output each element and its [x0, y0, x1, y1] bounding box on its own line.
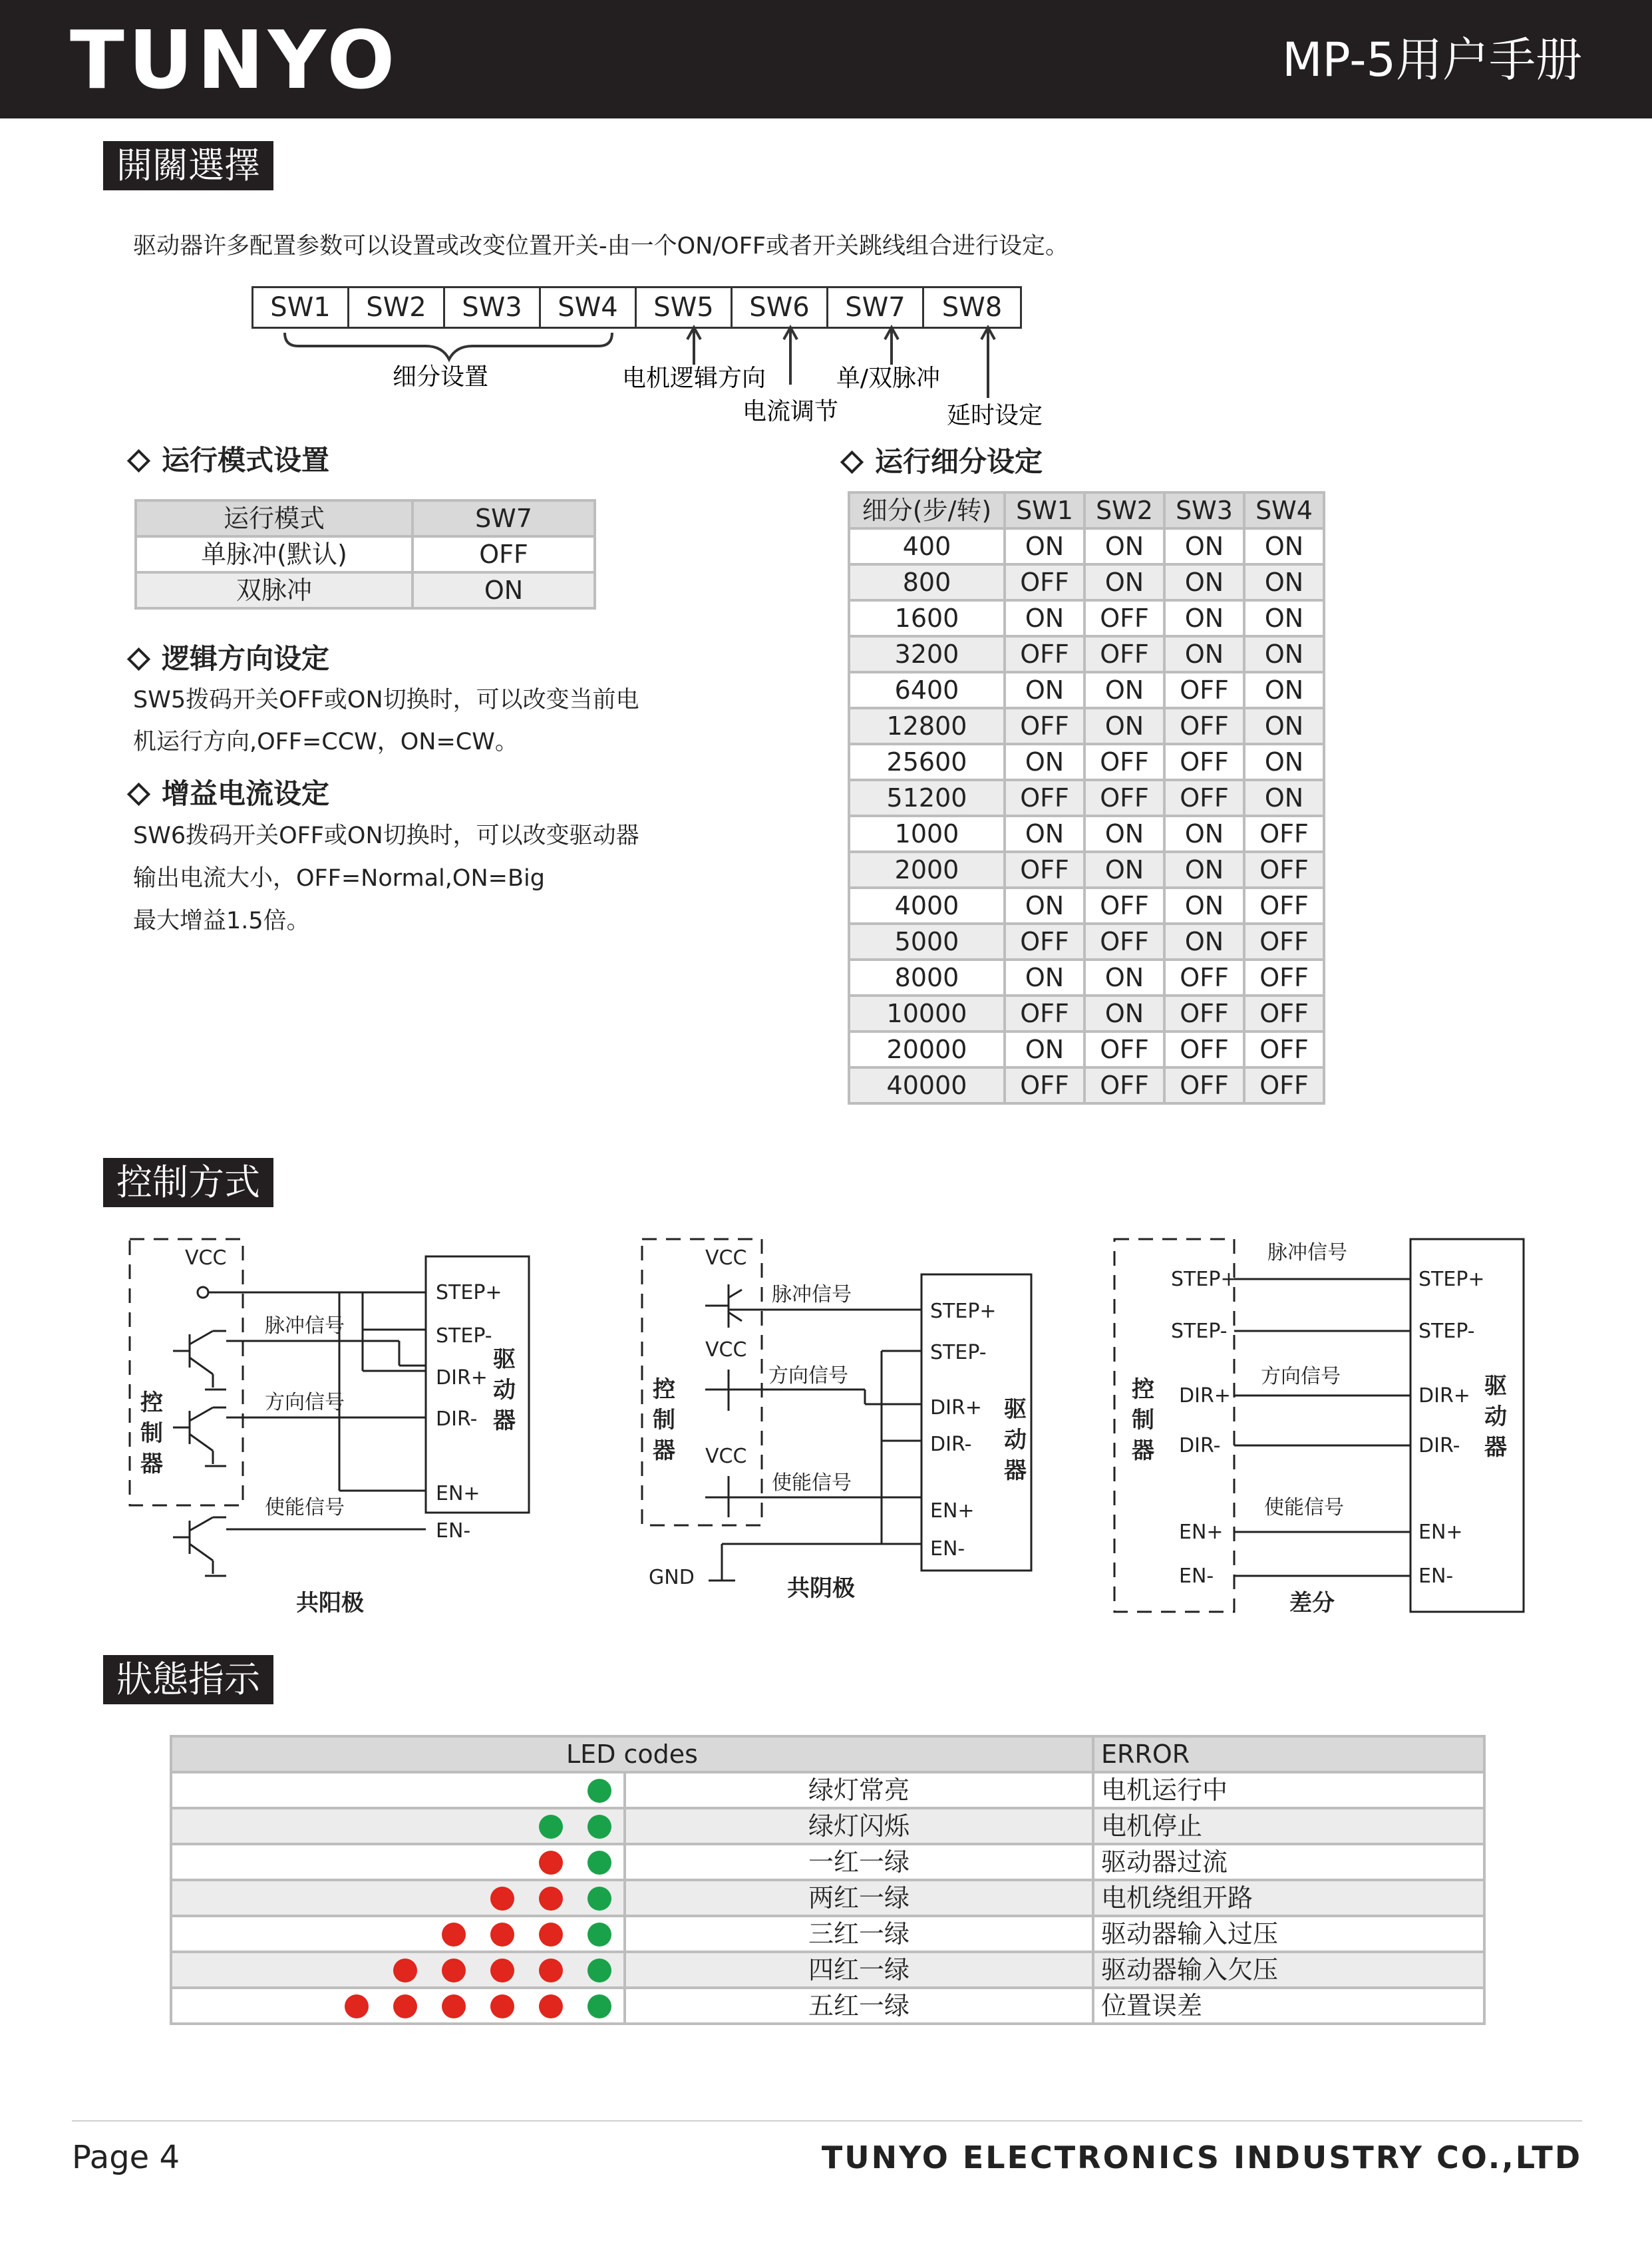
brand-logo: TUNYO — [70, 15, 399, 107]
table-row — [171, 1844, 1484, 1880]
error-text: 驱动器过流 — [1093, 1844, 1484, 1880]
table-header: ERROR — [1093, 1736, 1484, 1772]
table-cell: OFF — [1244, 1031, 1324, 1067]
table-cell: OFF — [1005, 636, 1084, 672]
table-cell: 2000 — [849, 852, 1005, 888]
pin-label: DIR- — [1418, 1434, 1460, 1457]
table-cell: 6400 — [849, 672, 1005, 708]
table-cell: OFF — [1244, 1067, 1324, 1103]
pin-label: EN+ — [930, 1499, 975, 1523]
red-led-icon — [393, 1994, 417, 2018]
table-cell: OFF — [1005, 780, 1084, 816]
pin-label: STEP- — [436, 1324, 492, 1348]
section-title-switch: 開關選擇 — [103, 141, 273, 190]
signal-label: 使能信号 — [265, 1496, 345, 1519]
red-led-icon — [442, 1923, 466, 1947]
run-mode-table — [134, 499, 596, 610]
pin-label: EN+ — [1179, 1521, 1224, 1544]
signal-label: 方向信号 — [768, 1364, 848, 1388]
signal-label: 使能信号 — [772, 1471, 852, 1495]
vcc-label: VCC — [705, 1338, 747, 1362]
table-cell: 40000 — [849, 1067, 1005, 1103]
controller-label: 控制器 — [140, 1390, 163, 1477]
table-row — [849, 1067, 1324, 1103]
table-row — [849, 924, 1324, 960]
table-cell: OFF — [1164, 708, 1244, 744]
vcc-label: VCC — [185, 1246, 227, 1270]
subdivision-heading — [840, 443, 1043, 480]
table-cell: 双脉冲 — [136, 572, 413, 608]
table-cell: ON — [1005, 960, 1084, 996]
signal-label: 使能信号 — [1264, 1496, 1344, 1519]
table-row — [171, 1988, 1484, 2024]
table-cell: ON — [1005, 600, 1084, 636]
pin-label: DIR+ — [1179, 1384, 1231, 1407]
switch-label: SW4 — [541, 288, 637, 327]
pin-label: STEP+ — [1418, 1268, 1485, 1291]
vcc-label: VCC — [705, 1445, 747, 1468]
red-led-icon — [490, 1887, 514, 1911]
table-row — [849, 852, 1324, 888]
pin-label: EN+ — [1418, 1521, 1463, 1544]
table-cell: ON — [1005, 528, 1084, 564]
section-title-control: 控制方式 — [103, 1158, 273, 1207]
table-cell: 8000 — [849, 960, 1005, 996]
error-text: 驱动器输入欠压 — [1093, 1952, 1484, 1988]
led-code: 绿灯常亮 — [625, 1772, 1093, 1808]
error-text: 电机绕组开路 — [1093, 1880, 1484, 1916]
table-row — [849, 960, 1324, 996]
controller-label: 控制器 — [653, 1376, 675, 1464]
pin-label: DIR+ — [436, 1366, 488, 1390]
red-led-icon — [539, 1923, 563, 1947]
table-cell: ON — [1164, 816, 1244, 852]
footer-divider — [72, 2120, 1582, 2122]
red-led-icon — [393, 1959, 417, 1982]
table-cell: ON — [1164, 852, 1244, 888]
table-cell: OFF — [1244, 888, 1324, 924]
table-cell: ON — [1005, 744, 1084, 780]
logic-dir-heading — [126, 640, 329, 677]
label-current: 电流调节 — [742, 398, 839, 425]
table-cell: OFF — [1084, 600, 1164, 636]
table-cell: ON — [1084, 672, 1164, 708]
table-cell: OFF — [1244, 996, 1324, 1031]
switch-annotations — [0, 0, 1652, 466]
table-cell: ON — [1244, 780, 1324, 816]
table-cell: OFF — [1084, 636, 1164, 672]
led-cell — [171, 1844, 625, 1880]
table-cell: 12800 — [849, 708, 1005, 744]
table-cell: ON — [1084, 816, 1164, 852]
green-led-icon — [587, 1851, 611, 1875]
table-cell: ON — [1084, 852, 1164, 888]
table-cell: ON — [413, 572, 595, 608]
table-cell: 400 — [849, 528, 1005, 564]
status-table — [170, 1735, 1486, 2025]
led-code: 一红一绿 — [625, 1844, 1093, 1880]
section-title-status: 狀態指示 — [103, 1655, 273, 1704]
table-cell: OFF — [1005, 852, 1084, 888]
diamond-icon — [840, 450, 864, 473]
run-mode-heading — [126, 442, 329, 479]
table-cell: ON — [1084, 996, 1164, 1031]
table-cell: ON — [1084, 960, 1164, 996]
error-text: 位置误差 — [1093, 1988, 1484, 2024]
pin-label: STEP- — [930, 1341, 987, 1364]
red-led-icon — [539, 1887, 563, 1911]
driver-label: 驱动器 — [1004, 1396, 1027, 1484]
wiring-diagrams — [0, 1211, 1652, 1637]
pin-label: EN+ — [436, 1482, 480, 1505]
pin-label: DIR+ — [1418, 1384, 1470, 1407]
green-led-icon — [587, 1994, 611, 2018]
red-led-icon — [442, 1959, 466, 1982]
red-led-icon — [490, 1959, 514, 1982]
table-cell: ON — [1164, 564, 1244, 600]
table-row — [171, 1916, 1484, 1952]
switch-label: SW5 — [637, 288, 733, 327]
table-cell: OFF — [1084, 1031, 1164, 1067]
pin-label: DIR- — [436, 1407, 478, 1431]
red-led-icon — [345, 1994, 369, 2018]
table-cell: ON — [1164, 600, 1244, 636]
table-row — [849, 744, 1324, 780]
table-cell: 20000 — [849, 1031, 1005, 1067]
led-code: 两红一绿 — [625, 1880, 1093, 1916]
red-led-icon — [442, 1994, 466, 2018]
table-header: LED codes — [171, 1736, 1093, 1772]
label-logic-direction: 电机逻辑方向 — [621, 365, 766, 392]
table-cell: 51200 — [849, 780, 1005, 816]
led-cell — [171, 1772, 625, 1808]
subdivision-title: 运行细分设定 — [875, 445, 1043, 478]
table-cell: OFF — [1084, 888, 1164, 924]
table-cell: ON — [1084, 564, 1164, 600]
pin-label: EN- — [1179, 1565, 1214, 1588]
green-led-icon — [587, 1959, 611, 1982]
table-cell: OFF — [1244, 924, 1324, 960]
table-cell: ON — [1084, 528, 1164, 564]
table-cell: ON — [1005, 1031, 1084, 1067]
table-cell: 单脉冲(默认) — [136, 536, 413, 572]
pin-label: STEP+ — [930, 1300, 997, 1323]
table-cell: OFF — [1005, 996, 1084, 1031]
table-cell: ON — [1244, 600, 1324, 636]
table-row — [171, 1952, 1484, 1988]
table-cell: 3200 — [849, 636, 1005, 672]
table-header: 运行模式 — [136, 500, 413, 536]
table-cell: OFF — [1164, 780, 1244, 816]
table-cell: 10000 — [849, 996, 1005, 1031]
table-cell: 800 — [849, 564, 1005, 600]
red-led-icon — [539, 1959, 563, 1982]
caption-differential: 差分 — [1289, 1590, 1335, 1616]
table-cell: OFF — [1164, 960, 1244, 996]
table-cell: ON — [1005, 816, 1084, 852]
pin-label: EN- — [436, 1519, 471, 1543]
table-cell: OFF — [1005, 924, 1084, 960]
pin-label: STEP- — [1418, 1320, 1475, 1343]
table-cell: 5000 — [849, 924, 1005, 960]
table-cell: OFF — [1164, 744, 1244, 780]
table-row — [849, 636, 1324, 672]
error-text: 电机运行中 — [1093, 1772, 1484, 1808]
table-cell: ON — [1164, 888, 1244, 924]
table-cell: OFF — [1164, 1067, 1244, 1103]
led-cell — [171, 1880, 625, 1916]
signal-label: 脉冲信号 — [1267, 1241, 1347, 1264]
table-cell: OFF — [1084, 1067, 1164, 1103]
error-text: 驱动器输入过压 — [1093, 1916, 1484, 1952]
pin-label: DIR- — [1179, 1434, 1221, 1457]
table-cell: ON — [1244, 528, 1324, 564]
table-cell: ON — [1244, 636, 1324, 672]
led-code: 四红一绿 — [625, 1952, 1093, 1988]
red-led-icon — [490, 1994, 514, 2018]
table-cell: 1600 — [849, 600, 1005, 636]
table-cell: 4000 — [849, 888, 1005, 924]
diamond-icon — [127, 647, 150, 670]
signal-label: 脉冲信号 — [265, 1314, 345, 1338]
led-cell — [171, 1952, 625, 1988]
signal-label: 脉冲信号 — [772, 1283, 852, 1306]
pin-label: DIR+ — [930, 1396, 982, 1419]
pin-label: STEP+ — [436, 1281, 502, 1304]
table-row — [849, 528, 1324, 564]
gain-heading — [126, 775, 329, 813]
table-cell: OFF — [1084, 924, 1164, 960]
label-delay: 延时设定 — [946, 402, 1043, 429]
table-cell: OFF — [1244, 960, 1324, 996]
vcc-label: VCC — [705, 1246, 747, 1270]
gain-title: 增益电流设定 — [162, 777, 330, 810]
table-cell: OFF — [1164, 672, 1244, 708]
logic-dir-title: 逻辑方向设定 — [162, 642, 330, 675]
switch-label: SW8 — [941, 292, 1003, 323]
table-row — [849, 708, 1324, 744]
table-cell: OFF — [1164, 1031, 1244, 1067]
table-row — [849, 1031, 1324, 1067]
table-cell: 25600 — [849, 744, 1005, 780]
table-cell: ON — [1164, 636, 1244, 672]
table-row — [849, 888, 1324, 924]
table-row — [849, 780, 1324, 816]
label-pulse: 单/双脉冲 — [836, 365, 941, 392]
pin-label: EN- — [930, 1537, 965, 1561]
led-table — [170, 1735, 1486, 2025]
signal-label: 方向信号 — [1261, 1365, 1341, 1388]
table-cell: OFF — [1244, 852, 1324, 888]
table-row — [849, 996, 1324, 1031]
green-led-icon — [539, 1815, 563, 1839]
error-text: 电机停止 — [1093, 1808, 1484, 1844]
driver-label: 驱动器 — [1484, 1373, 1507, 1461]
table-cell: OFF — [1244, 816, 1324, 852]
pin-label: STEP+ — [1171, 1268, 1238, 1291]
red-led-icon — [490, 1923, 514, 1947]
table-cell: OFF — [1005, 708, 1084, 744]
company-name: TUNYO ELECTRONICS INDUSTRY CO.,LTD — [821, 2140, 1582, 2175]
table-header: SW4 — [1244, 492, 1324, 528]
table-cell: ON — [1005, 672, 1084, 708]
green-led-icon — [587, 1923, 611, 1947]
table-cell: OFF — [413, 536, 595, 572]
table-header: SW7 — [413, 500, 595, 536]
gain-line: 输出电流大小，OFF=Normal,ON=Big — [133, 865, 545, 892]
switch-label: SW3 — [445, 288, 541, 327]
table-header: SW1 — [1005, 492, 1084, 528]
logic-dir-line: 机运行方向,OFF=CCW，ON=CW。 — [133, 729, 518, 755]
switch-label: SW6 — [733, 288, 828, 327]
red-led-icon — [539, 1851, 563, 1875]
led-cell — [171, 1808, 625, 1844]
switch-label: SW1 — [253, 288, 349, 327]
led-cell — [171, 1988, 625, 2024]
table-row — [171, 1772, 1484, 1808]
table-cell: ON — [1244, 708, 1324, 744]
green-led-icon — [587, 1887, 611, 1911]
green-led-icon — [587, 1815, 611, 1839]
led-cell — [171, 1916, 625, 1952]
green-led-icon — [587, 1779, 611, 1803]
subdivision-table — [848, 491, 1325, 1105]
driver-label: 驱动器 — [493, 1346, 516, 1434]
switch-label: SW2 — [349, 288, 445, 327]
led-code: 三红一绿 — [625, 1916, 1093, 1952]
pin-label: DIR- — [930, 1433, 972, 1456]
switch-label: SW7 — [828, 288, 924, 327]
gnd-label: GND — [649, 1566, 695, 1589]
table-cell: 1000 — [849, 816, 1005, 852]
gain-line: 最大增益1.5倍。 — [133, 908, 310, 934]
gain-line: SW6拨码开关OFF或ON切换时，可以改变驱动器 — [133, 823, 639, 849]
table-cell: OFF — [1005, 564, 1084, 600]
label-subdivision: 细分设置 — [392, 363, 489, 391]
table-row — [849, 816, 1324, 852]
table-cell: OFF — [1084, 780, 1164, 816]
red-led-icon — [539, 1994, 563, 2018]
pin-label: STEP- — [1171, 1320, 1228, 1343]
table-cell: ON — [1084, 708, 1164, 744]
manual-title: MP-5用户手册 — [1282, 33, 1582, 87]
pin-label: EN- — [1418, 1565, 1454, 1588]
table-row — [849, 672, 1324, 708]
diamond-icon — [127, 449, 150, 472]
table-cell: OFF — [1164, 996, 1244, 1031]
led-code: 五红一绿 — [625, 1988, 1093, 2024]
table-cell: OFF — [1005, 1067, 1084, 1103]
logic-dir-line: SW5拨码开关OFF或ON切换时，可以改变当前电 — [133, 687, 639, 713]
signal-label: 方向信号 — [265, 1391, 345, 1414]
table-row — [849, 600, 1324, 636]
table-cell: OFF — [1084, 744, 1164, 780]
table-cell: ON — [1164, 528, 1244, 564]
page-number: Page 4 — [72, 2139, 180, 2176]
table-cell: ON — [1244, 744, 1324, 780]
table-cell: ON — [1005, 888, 1084, 924]
table-header: SW2 — [1084, 492, 1164, 528]
caption-common-anode: 共阳极 — [296, 1590, 364, 1616]
table-header: 细分(步/转) — [849, 492, 1005, 528]
table-cell: ON — [1164, 924, 1244, 960]
caption-common-cathode: 共阴极 — [787, 1575, 855, 1602]
table-cell: ON — [1244, 672, 1324, 708]
table-cell: ON — [1244, 564, 1324, 600]
table-row — [171, 1880, 1484, 1916]
run-mode-title: 运行模式设置 — [162, 444, 330, 476]
switch-intro: 驱动器许多配置参数可以设置或改变位置开关-由一个ON/OFF或者开关跳线组合进行设定。 — [133, 233, 1069, 260]
controller-label: 控制器 — [1132, 1376, 1154, 1464]
table-row — [171, 1808, 1484, 1844]
led-code: 绿灯闪烁 — [625, 1808, 1093, 1844]
table-row — [849, 564, 1324, 600]
table-header: SW3 — [1164, 492, 1244, 528]
diamond-icon — [127, 782, 150, 805]
